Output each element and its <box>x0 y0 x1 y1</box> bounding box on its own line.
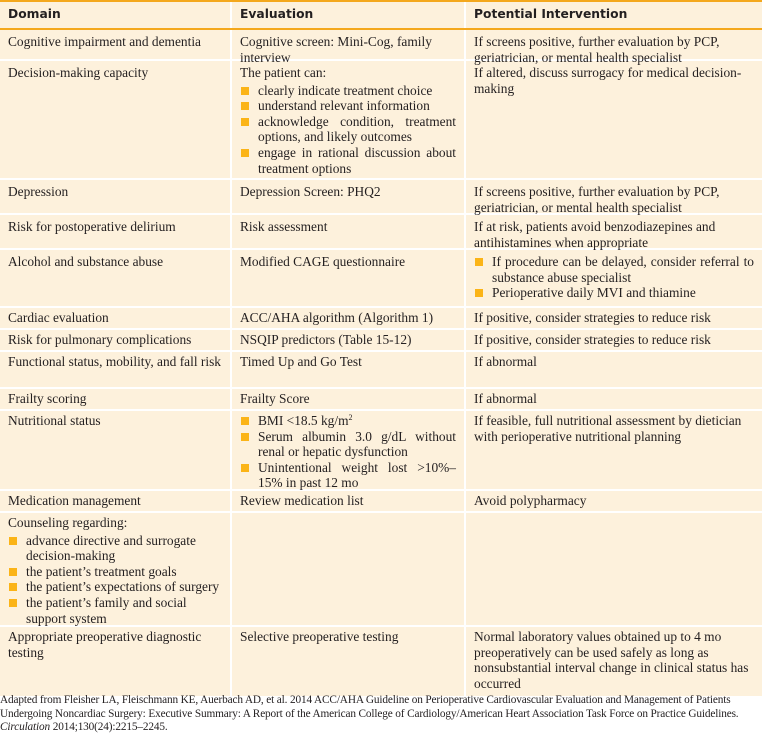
bmi-superscript: 2 <box>348 413 353 422</box>
list-item: the patient’s treatment goals <box>8 564 222 580</box>
column-header-intervention: Potential Intervention <box>474 7 628 22</box>
list-item: Perioperative daily MVI and thiamine <box>474 285 754 301</box>
evaluation-cell <box>232 61 466 178</box>
intervention-cell: If feasible, full nutritional assessment by dietician with perioperative nutritional planning <box>474 413 742 444</box>
domain-cell: Medication management <box>0 491 232 511</box>
intervention-bullet-list <box>474 254 754 301</box>
evaluation-cell <box>232 513 466 625</box>
table-row <box>0 411 762 491</box>
list-item: engage in rational discussion about treatment options <box>240 145 456 176</box>
table-row <box>0 627 762 696</box>
intervention-cell: Avoid polypharmacy <box>474 493 587 508</box>
evaluation-cell <box>232 411 466 489</box>
list-item: Serum albumin 3.0 g/dL without renal or hepatic dysfunction <box>240 429 456 460</box>
footnote-journal: Circulation <box>0 721 51 734</box>
table-row <box>0 61 762 180</box>
table-row <box>0 352 762 389</box>
table-footnote <box>0 694 760 735</box>
evaluation-cell: ACC/AHA algorithm (Algorithm 1) <box>232 308 466 328</box>
footnote-citation-end: 2014;130(24):2215–2245. <box>50 721 168 734</box>
domain-cell: Functional status, mobility, and fall risk <box>0 352 232 387</box>
domain-cell: Depression <box>0 180 232 213</box>
list-item: Unintentional weight lost >10%–15% in past 12 mo <box>240 460 456 491</box>
intervention-cell: Normal laboratory values obtained up to 4 mo preoperatively can be used safely as long as nonsubstantial interval change in clinical status has occurred <box>474 629 749 691</box>
domain-cell: Appropriate preoperative diagnostic testing <box>0 627 232 696</box>
intervention-cell: If abnormal <box>474 354 537 369</box>
domain-cell: Frailty scoring <box>0 389 232 409</box>
intervention-cell: If screens positive, further evaluation by PCP, geriatrician, or mental health specialist <box>474 34 720 65</box>
domain-cell: Alcohol and substance abuse <box>0 250 232 306</box>
list-item: the patient’s family and social support system <box>8 595 222 626</box>
footnote-citation: Adapted from Fleisher LA, Fleischmann KE, Auerbach AD, et al. 2014 ACC/AHA Guideline on Perioperative Cardiovascular Evaluation and Management of Patients Undergoing Noncardiac Surgery: Executive Summary: A Report of the American College of Cardiology/American Heart Association Task Force on Practice Guidelines. <box>0 694 739 720</box>
evaluation-cell: Depression Screen: PHQ2 <box>232 180 466 213</box>
table-row <box>0 215 762 250</box>
list-item: clearly indicate treatment choice <box>240 83 456 99</box>
intervention-cell: If altered, discuss surrogacy for medical decision-making <box>474 65 742 96</box>
domain-intro: Counseling regarding: <box>8 515 128 530</box>
evaluation-bullet-list <box>240 413 456 491</box>
table-row <box>0 30 762 65</box>
table-row <box>0 180 762 215</box>
table-row <box>0 389 762 411</box>
intervention-cell: If positive, consider strategies to reduce risk <box>474 310 711 325</box>
evaluation-cell: NSQIP predictors (Table 15-12) <box>232 330 466 350</box>
domain-cell <box>0 513 232 625</box>
evaluation-cell: Timed Up and Go Test <box>232 352 466 387</box>
intervention-cell: If at risk, patients avoid benzodiazepines and antihistamines when appropriate <box>474 219 716 250</box>
domain-cell: Nutritional status <box>0 411 232 489</box>
table-row <box>0 513 762 627</box>
table-row <box>0 491 762 513</box>
domain-cell: Decision-making capacity <box>0 61 232 178</box>
intervention-cell <box>466 513 762 625</box>
intervention-cell: If abnormal <box>474 391 537 406</box>
table-row <box>0 308 762 330</box>
domain-cell: Risk for pulmonary complications <box>0 330 232 350</box>
evaluation-cell: Modified CAGE questionnaire <box>232 250 466 306</box>
evaluation-intro: The patient can: <box>240 65 327 80</box>
evaluation-bullet-list <box>240 83 456 177</box>
list-item: the patient’s expectations of surgery <box>8 579 222 595</box>
evaluation-cell: Risk assessment <box>232 215 466 248</box>
table-header-row <box>0 2 762 30</box>
list-item: If procedure can be delayed, consider referral to substance abuse specialist <box>474 254 754 285</box>
intervention-cell <box>466 250 762 306</box>
evaluation-cell: Selective preoperative testing <box>232 627 466 696</box>
evaluation-cell: Cognitive screen: Mini-Cog, family interview <box>232 30 466 59</box>
domain-cell: Cardiac evaluation <box>0 308 232 328</box>
list-item: advance directive and surrogate decision-making <box>8 533 222 564</box>
column-header-evaluation: Evaluation <box>232 2 466 28</box>
domain-bullet-list <box>8 533 222 627</box>
evaluation-cell: Frailty Score <box>232 389 466 409</box>
evaluation-cell: Review medication list <box>232 491 466 511</box>
intervention-cell: If positive, consider strategies to reduce risk <box>474 332 711 347</box>
table-row <box>0 330 762 352</box>
list-item: acknowledge condition, treatment options, and likely outcomes <box>240 114 456 145</box>
list-item <box>240 413 456 429</box>
bmi-text: BMI <18.5 kg/m <box>258 413 349 428</box>
domain-cell: Cognitive impairment and dementia <box>0 30 232 59</box>
list-item: understand relevant information <box>240 98 456 114</box>
column-header-domain: Domain <box>0 2 232 28</box>
domain-cell: Risk for postoperative delirium <box>0 215 232 248</box>
table-row <box>0 250 762 308</box>
intervention-cell: If screens positive, further evaluation by PCP, geriatrician, or mental health specialist <box>474 184 720 215</box>
